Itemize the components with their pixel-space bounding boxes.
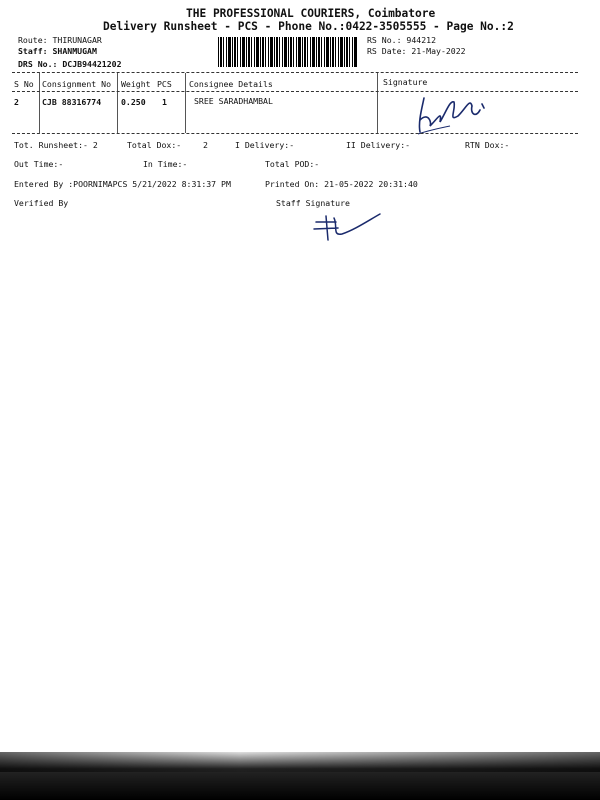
i-delivery: I Delivery:- bbox=[235, 140, 295, 150]
col-header-sno: S No bbox=[14, 79, 34, 89]
entered-by: Entered By :POORNIMAPCS 5/21/2022 8:31:37 PM bbox=[14, 179, 231, 189]
ii-delivery: II Delivery:- bbox=[346, 140, 411, 150]
total-dox-value: 2 bbox=[203, 140, 208, 150]
col-header-pcs: PCS bbox=[157, 79, 172, 89]
col-header-consignment: Consignment No bbox=[42, 79, 112, 89]
col-header-signature: Signature bbox=[383, 77, 428, 87]
barcode-image bbox=[218, 37, 358, 67]
rs-date: RS Date: 21-May-2022 bbox=[367, 46, 466, 56]
row-weight: 0.250 bbox=[121, 97, 146, 107]
route-label: Route: THIRUNAGAR bbox=[18, 35, 102, 45]
tot-runsheet: Tot. Runsheet:- 2 bbox=[14, 140, 98, 150]
row-pcs: 1 bbox=[162, 97, 167, 107]
col-header-weight: Weight bbox=[121, 79, 151, 89]
company-title: THE PROFESSIONAL COURIERS, Coimbatore bbox=[186, 7, 436, 20]
runsheet-subtitle: Delivery Runsheet - PCS - Phone No.:0422-3505555 - Page No.:2 bbox=[103, 20, 514, 33]
staff-label: Staff: SHANMUGAM bbox=[18, 46, 97, 56]
total-dox-label: Total Dox:- bbox=[127, 140, 182, 150]
in-time: In Time:- bbox=[143, 159, 188, 169]
rtn-dox: RTN Dox:- bbox=[465, 140, 510, 150]
table-top-rule bbox=[12, 72, 578, 73]
receiver-signature bbox=[410, 90, 500, 145]
row-consignment: CJB 88316774 bbox=[42, 97, 102, 107]
col-divider bbox=[117, 73, 118, 133]
col-divider bbox=[185, 73, 186, 133]
drs-number: DRS No.: DCJB94421202 bbox=[18, 59, 122, 69]
row-consignee: SREE SARADHAMBAL bbox=[194, 96, 273, 106]
table-bottom-rule bbox=[12, 133, 578, 134]
staff-signature bbox=[308, 210, 388, 245]
col-divider bbox=[39, 73, 40, 133]
verified-by: Verified By bbox=[14, 198, 69, 208]
staff-signature-label: Staff Signature bbox=[276, 198, 350, 208]
total-pod: Total POD:- bbox=[265, 159, 320, 169]
row-sno: 2 bbox=[14, 97, 19, 107]
out-time: Out Time:- bbox=[14, 159, 64, 169]
printed-on: Printed On: 21-05-2022 20:31:40 bbox=[265, 179, 418, 189]
col-header-consignee: Consignee Details bbox=[189, 79, 273, 89]
scan-shadow bbox=[0, 752, 600, 800]
rs-number: RS No.: 944212 bbox=[367, 35, 437, 45]
col-divider bbox=[377, 73, 378, 133]
